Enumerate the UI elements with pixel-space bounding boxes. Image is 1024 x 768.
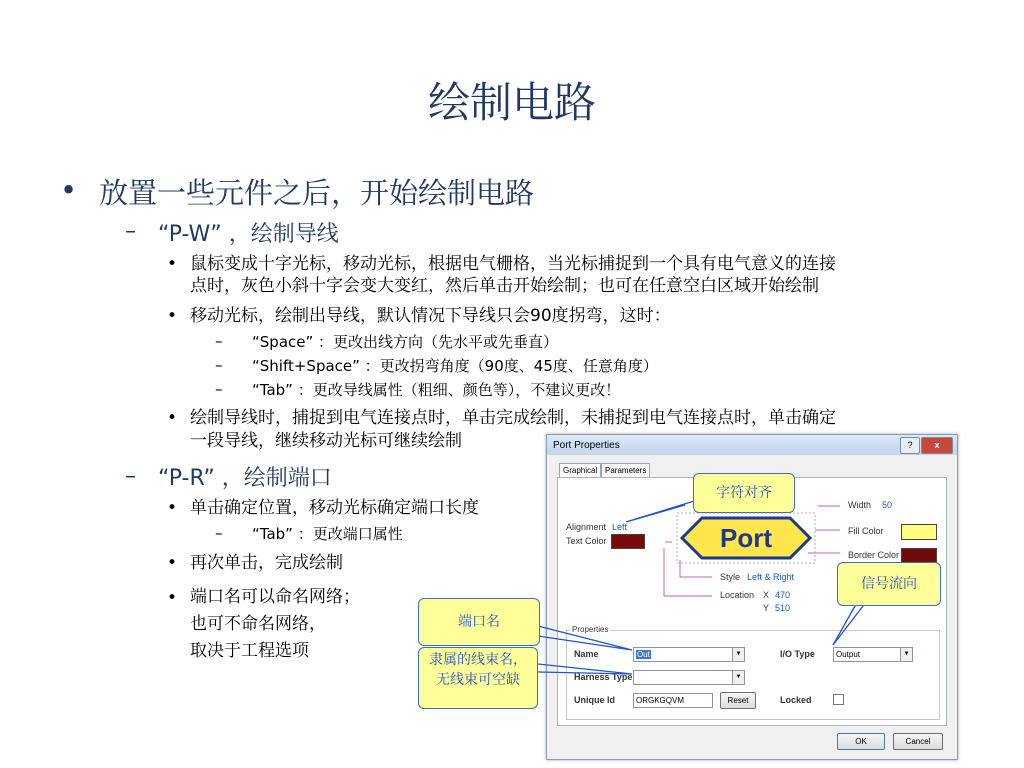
bullet-pr-3a: 端口名可以命名网络；	[190, 587, 360, 607]
unique-id-label: Unique Id	[574, 695, 615, 705]
bullet-pw-1b: 点时，灰色小斜十字会变大变红，然后单击开始绘制；也可在任意空白区域开始绘制	[190, 276, 819, 296]
dash-mark: –	[215, 524, 223, 542]
width-value[interactable]: 50	[882, 500, 893, 510]
bullet-mark: •	[167, 254, 178, 274]
dialog-title: Port Properties	[553, 440, 620, 451]
bullet-pw-2-shift: “Shift+Space” ：更改拐弯角度（90度、45度、任意角度）	[252, 357, 658, 375]
callout-signal: 信号流向	[837, 562, 941, 606]
bullet-mark: •	[167, 553, 178, 573]
x-value[interactable]: 470	[775, 590, 791, 600]
chevron-down-icon[interactable]: ▼	[732, 671, 744, 684]
border-color-label: Border Color	[848, 550, 900, 560]
bullet-pw: “P-W” ，绘制导线	[158, 222, 339, 247]
io-type-label: I/O Type	[780, 649, 815, 659]
bullet-mark: •	[60, 173, 78, 207]
bullet-mark: •	[167, 588, 178, 608]
bullet-mark: •	[167, 408, 178, 428]
style-label: Style	[720, 572, 741, 582]
callout-align: 字符对齐	[693, 473, 795, 513]
bullet-pr: “P-R” ，绘制端口	[158, 466, 332, 491]
cancel-button[interactable]: Cancel	[893, 733, 943, 750]
tab-graphical[interactable]: Graphical	[559, 463, 601, 477]
bullet-pw-2: 移动光标，绘制出导线，默认情况下导线只会90度拐弯，这时：	[190, 306, 671, 326]
pointer-style	[680, 560, 712, 577]
bullet-pr-3c: 取决于工程选项	[190, 641, 309, 661]
properties-group-label: Properties	[572, 625, 609, 634]
text-color-label: Text Color	[566, 536, 607, 546]
close-button[interactable]: x	[921, 437, 953, 454]
location-label: Location	[720, 590, 755, 600]
bullet-pr-1-tab: “Tab” ：更改端口属性	[252, 525, 403, 543]
bullet-mark: •	[167, 498, 178, 518]
x-label: X	[763, 590, 770, 600]
bullet-pr-1: 单击确定位置，移动光标确定端口长度	[190, 498, 479, 518]
alignment-label: Alignment	[566, 522, 607, 532]
bullet-pw-2-tab: “Tab” ：更改导线属性（粗细、颜色等），不建议更改！	[252, 381, 621, 399]
y-label: Y	[763, 603, 770, 613]
help-button[interactable]: ?	[900, 437, 920, 454]
bullet-main: 放置一些元件之后，开始绘制电路	[99, 176, 535, 210]
dash-mark: –	[215, 332, 223, 350]
callout-harness: 隶属的线束名，无线束可空缺	[418, 647, 538, 709]
pointer-harness	[538, 664, 632, 674]
bullet-pw-2-space: “Space” ：更改出线方向（先水平或先垂直）	[252, 333, 559, 351]
chevron-down-icon[interactable]: ▼	[900, 648, 912, 661]
unique-id-field[interactable]: ORGKGQVM	[633, 693, 713, 708]
alignment-value[interactable]: Left	[612, 522, 628, 532]
fill-color-label: Fill Color	[848, 526, 884, 536]
pointer-portname	[538, 626, 632, 650]
slide-title: 绘制电路	[427, 78, 596, 127]
io-type-value: Output	[836, 650, 861, 659]
pointer-signal	[833, 606, 863, 645]
dash-mark: –	[215, 356, 223, 374]
locked-label: Locked	[780, 695, 812, 705]
style-value[interactable]: Left & Right	[747, 572, 795, 582]
callout-portname: 端口名	[418, 598, 540, 646]
width-label: Width	[848, 500, 872, 510]
y-value[interactable]: 510	[775, 603, 791, 613]
reset-button[interactable]: Reset	[720, 692, 756, 709]
bullet-pr-3b: 也可不命名网络，	[190, 614, 326, 634]
bullet-pw-3b: 一段导线，继续移动光标可继续绘制	[190, 431, 462, 451]
dash-mark: –	[125, 464, 136, 489]
bullet-mark: •	[167, 306, 178, 326]
chevron-down-icon[interactable]: ▼	[732, 648, 744, 661]
harness-type-label: Harness Type	[574, 672, 633, 682]
ok-button[interactable]: OK	[837, 733, 885, 750]
tab-parameters[interactable]: Parameters	[601, 463, 650, 478]
name-label: Name	[574, 649, 599, 659]
dash-mark: –	[215, 380, 223, 398]
pointer-location	[664, 548, 712, 596]
port-preview-text: Port	[720, 523, 772, 553]
bullet-pw-1a: 鼠标变成十字光标，移动光标，根据电气栅格，当光标捕捉到一个具有电气意义的连接	[190, 254, 836, 274]
bullet-pr-2: 再次单击，完成绘制	[190, 553, 343, 573]
dash-mark: –	[125, 219, 136, 244]
bullet-pw-3a: 绘制导线时，捕捉到电气连接点时，单击完成绘制，未捕捉到电气连接点时，单击确定	[190, 408, 836, 428]
name-value: Out	[637, 650, 650, 659]
